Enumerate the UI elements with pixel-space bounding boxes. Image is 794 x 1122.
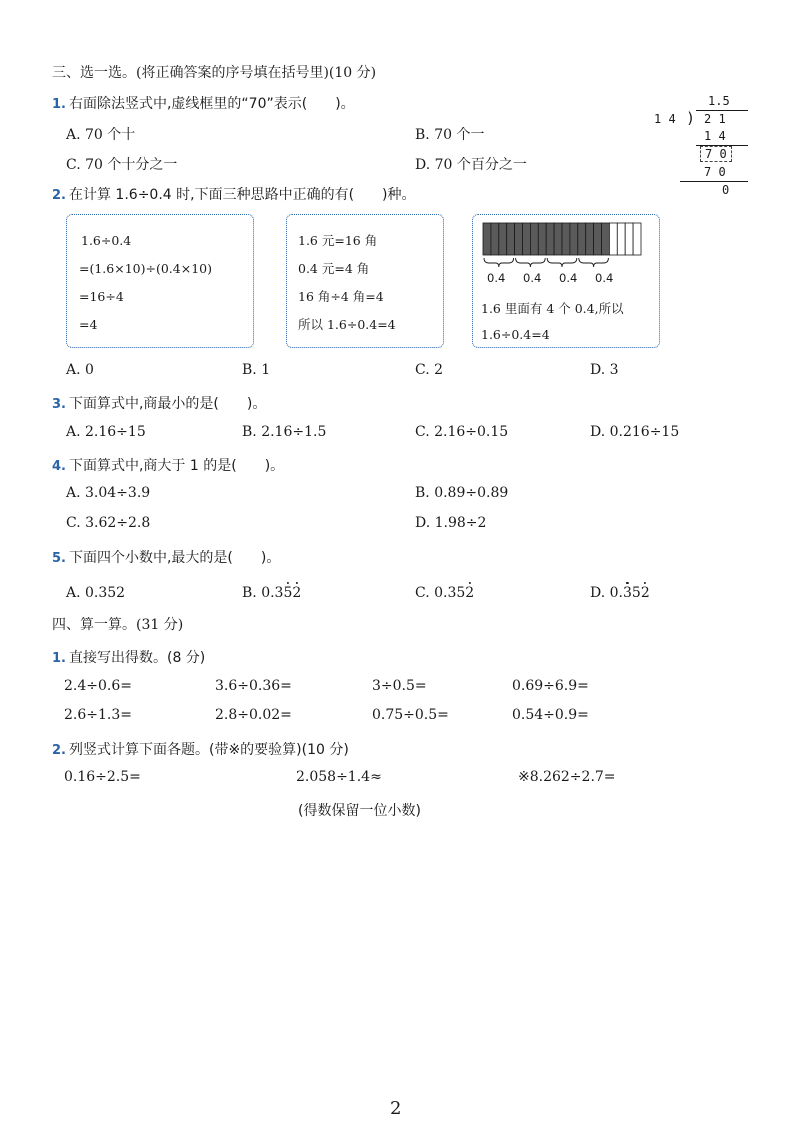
division-quotient: 1.5 [708,94,730,108]
strip-cell [633,223,641,255]
question-text: 下面算式中,商最小的是( )。 [68,396,267,412]
method3-line-2: 1.6÷0.4=4 [481,327,550,342]
repeating-digit: 5 [283,585,293,601]
division-dividend: 2 1 [704,112,726,126]
strip-cell [491,223,499,255]
division-remainder: 0 [722,183,730,197]
method2-line-2: 0.4 元=4 角 [298,261,370,276]
method2-line-3: 16 角÷4 角=4 [298,289,384,304]
q4-option-c[interactable]: C. 3.62÷2.8 [66,515,151,531]
q3-option-c[interactable]: C. 2.16÷0.15 [415,424,509,440]
division-divisor: 1 4 [654,112,676,126]
strip-braces [484,258,608,267]
brace [516,258,546,267]
q2-option-a[interactable]: A. 0 [66,362,94,378]
division-bracket: ) [686,109,696,127]
q5-option-b[interactable] [242,585,301,601]
strip-cell [499,223,507,255]
strip-cell [515,223,523,255]
strip-label-2: 0.4 [523,271,542,285]
method3-line-1: 1.6 里面有 4 个 0.4,所以 [481,301,624,316]
problem-text: 列竖式计算下面各题。(带※的要验算)(10 分) [68,742,349,758]
method2-line-1: 1.6 元=16 角 [298,233,378,248]
q1-option-c[interactable]: C. 70 个十分之一 [66,157,178,173]
method2-line-4: 所以 1.6÷0.4=4 [298,317,396,332]
question-number: 3. [52,397,66,412]
q3-option-d[interactable]: D. 0.216÷15 [590,424,680,440]
strip-cell [602,223,610,255]
fraction-strip [483,223,641,255]
method-box-3 [472,214,660,348]
method1-line-2: =(1.6×10)÷(0.4×10) [79,261,212,276]
vertical-calc-item[interactable]: 2.058÷1.4≈ [296,769,382,785]
method1-line-1: 1.6÷0.4 [81,233,132,248]
division-step2: 7 0 [704,165,726,179]
question-1 [52,93,355,113]
long-division-figure [650,94,750,204]
question-5 [52,547,280,567]
vertical-calc-item[interactable]: ※8.262÷2.7= [518,769,616,785]
question-text: 右面除法竖式中,虚线框里的“70”表示( )。 [68,96,355,112]
question-number: 2. [52,188,66,203]
section3-title: 三、选一选。 [52,65,136,81]
strip-cell [507,223,515,255]
q4-option-b[interactable]: B. 0.89÷0.89 [415,485,509,501]
calc-item[interactable]: 2.8÷0.02= [215,707,292,723]
calc-item[interactable]: 2.4÷0.6= [64,678,132,694]
strip-cell [570,223,578,255]
method1-line-3: =16÷4 [79,289,124,304]
problem-text: 直接写出得数。(8 分) [68,650,206,666]
method-box-2 [286,214,444,348]
brace [547,258,577,267]
strip-cell [546,223,554,255]
q1-option-a[interactable]: A. 70 个十 [66,127,136,143]
strip-label-4: 0.4 [595,271,614,285]
problem-number: 2. [52,743,66,758]
question-3 [52,393,266,413]
calc-item[interactable]: 0.54÷0.9= [512,707,589,723]
question-2 [52,184,416,204]
calc-item[interactable]: 3.6÷0.36= [215,678,292,694]
section4-header [52,614,183,634]
problem-2 [52,739,349,759]
option-text: D. 0. [590,585,623,601]
repeating-digit: 3 [622,585,632,601]
q5-option-d[interactable] [590,585,650,601]
rounding-note: (得数保留一位小数) [298,803,421,819]
page-number: 2 [390,1098,402,1119]
strip-cell [523,223,531,255]
repeating-digit: 2 [465,585,475,601]
strip-cell [554,223,562,255]
q2-option-c[interactable]: C. 2 [415,362,444,378]
vertical-calc-item[interactable]: 0.16÷2.5= [64,769,141,785]
q3-option-a[interactable]: A. 2.16÷15 [66,424,146,440]
strip-cell [625,223,633,255]
q2-option-d[interactable]: D. 3 [590,362,619,378]
q5-option-c[interactable] [415,585,474,601]
strip-cell [609,223,617,255]
calc-item[interactable]: 0.75÷0.5= [372,707,449,723]
q4-option-d[interactable]: D. 1.98÷2 [415,515,487,531]
question-text: 在计算 1.6÷0.4 时,下面三种思路中正确的有( )种。 [68,187,416,203]
section3-header [52,62,376,82]
strip-cell [578,223,586,255]
q2-option-b[interactable]: B. 1 [242,362,271,378]
question-text: 下面算式中,商大于 1 的是( )。 [68,458,285,474]
calc-item[interactable]: 3÷0.5= [372,678,427,694]
strip-cell [617,223,625,255]
problem-1 [52,647,205,667]
q4-option-a[interactable]: A. 3.04÷3.9 [66,485,151,501]
section4-note: (31 分) [136,617,184,633]
strip-label-3: 0.4 [559,271,578,285]
strip-cell [562,223,570,255]
question-4 [52,455,284,475]
brace [484,258,514,267]
option-text: B. 0.3 [242,585,284,601]
division-step1: 1 4 [704,129,726,143]
strip-cell [530,223,538,255]
method1-line-4: =4 [79,317,98,332]
calc-item[interactable]: 0.69÷6.9= [512,678,589,694]
question-number: 1. [52,97,66,112]
question-number: 5. [52,551,66,566]
q5-option-a[interactable]: A. 0.352 [66,585,126,601]
method-box-1 [66,214,254,348]
question-number: 4. [52,459,66,474]
problem-number: 1. [52,651,66,666]
division-bar [696,110,748,111]
option-text: C. 0.35 [415,585,466,601]
division-line-2 [680,181,748,182]
question-text: 下面四个小数中,最大的是( )。 [68,550,281,566]
strip-cell [594,223,602,255]
strip-cell [586,223,594,255]
division-boxed-70: 7 0 [700,146,732,162]
option-text: 5 [631,585,641,601]
q3-option-b[interactable]: B. 2.16÷1.5 [242,424,327,440]
q1-option-d[interactable]: D. 70 个百分之一 [415,157,527,173]
strip-cell [483,223,491,255]
strip-label-1: 0.4 [487,271,506,285]
calc-item[interactable]: 2.6÷1.3= [64,707,132,723]
section3-note: (将正确答案的序号填在括号里)(10 分) [136,65,377,81]
repeating-digit: 2 [292,585,302,601]
section4-title: 四、算一算。 [52,617,136,633]
repeating-digit: 2 [640,585,650,601]
strip-cell [538,223,546,255]
q1-option-b[interactable]: B. 70 个一 [415,127,485,143]
brace [579,258,609,267]
